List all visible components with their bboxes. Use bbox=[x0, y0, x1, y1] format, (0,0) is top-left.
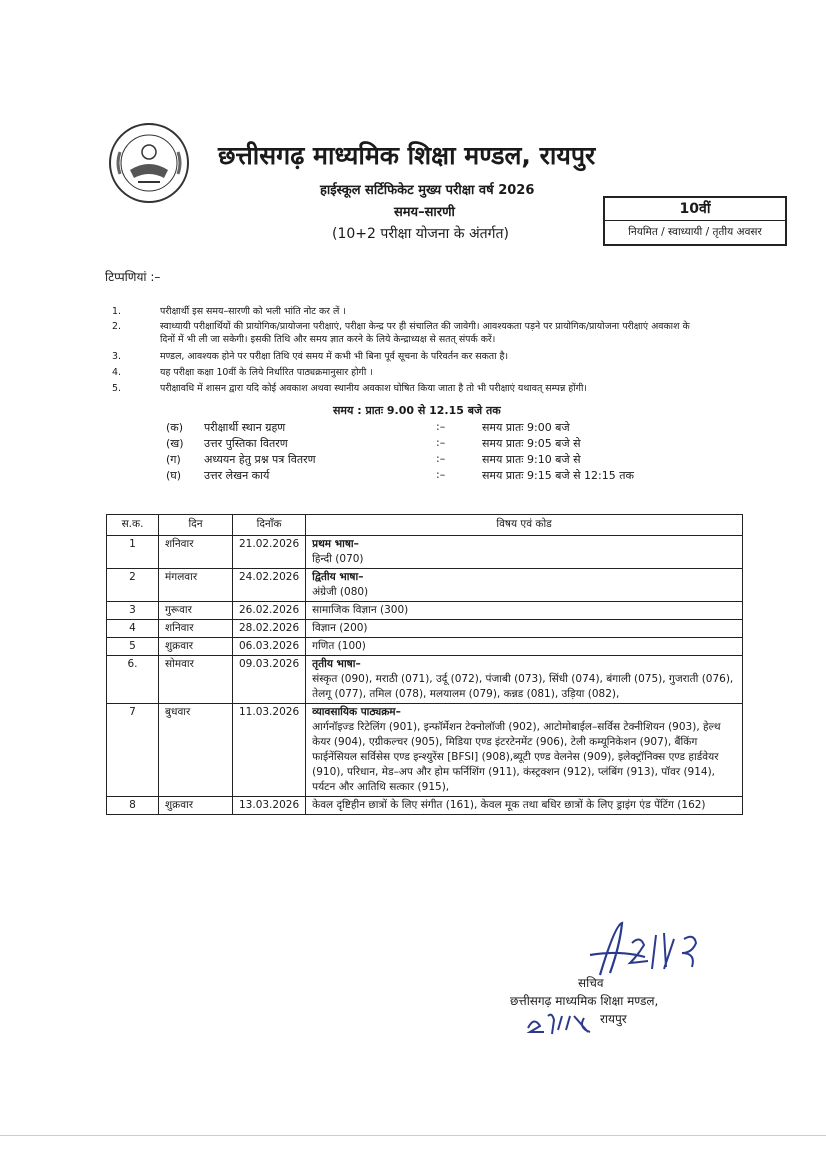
cell-day: शुक्रवार bbox=[159, 638, 233, 656]
timing-time: समय प्रातः 9:10 बजे से bbox=[482, 453, 581, 466]
timing-activity: अध्ययन हेतु प्रश्न पत्र वितरण bbox=[204, 453, 316, 466]
cell-date: 26.02.2026 bbox=[233, 602, 306, 620]
subject-text: सामाजिक विज्ञान (300) bbox=[312, 604, 409, 616]
note-text: स्वाध्यायी परीक्षार्थियों की प्रायोगिक/प्रायोजना परीक्षाएं, परीक्षा केन्द्र पर ही संचालित की जावेगी। आवश्यकता पड़ने पर प्रायोगिक/प्रायोजना परीक्षाएं अवकाश के दिनों में भी ली जा सकेगी। इसकी तिथि और समय ज्ञात करने के लिये केन्द्राध्यक्ष से सतत् संपर्क करें। bbox=[160, 321, 690, 345]
subject-group: प्रथम भाषा– bbox=[312, 538, 359, 550]
subject-text: आर्गनॉइज्ड रिटेलिंग (901), इन्फॉर्मेशन टेक्नोलॉजी (902), आटोमोबाईल–सर्विस टेक्नीशियन (903), हेल्थ केयर (904), एग्रीकल्चर (905), मिडिया एण्ड इंटरटेनमेंट (906), टेली कम्यूनिकेशन (907), बैंकिंग फाईनेंसियल सर्विसेस एण्ड इन्श्युरेंस [BFSI] (908),ब्यूटी एण्ड वेलनेस (909), इलेक्ट्रॉनिक्स एण्ड हार्डवेयर (910), परिधान, मेड–अप और होम फर्निशिंग (911), कंस्ट्रक्शन (912), प्लंबिंग (913), पॉवर (914), पर्यटन और आतिथि सत्कार (915), bbox=[312, 721, 721, 793]
table-row bbox=[107, 656, 743, 704]
subject-text: हिन्दी (070) bbox=[312, 553, 364, 565]
cell-sn: 7 bbox=[107, 704, 159, 797]
table-row bbox=[107, 602, 743, 620]
timing-activity: उत्तर पुस्तिका वितरण bbox=[204, 437, 288, 450]
cell-day: बुधवार bbox=[159, 704, 233, 797]
timing-row bbox=[166, 420, 686, 436]
cell-day: शुक्रवार bbox=[159, 797, 233, 815]
cell-day: शनिवार bbox=[159, 620, 233, 638]
header-date: दिनाँक bbox=[233, 515, 306, 536]
timing-separator: :– bbox=[436, 420, 446, 433]
board-city: रायपुर bbox=[600, 1012, 627, 1026]
schedule-label: समय–सारणी bbox=[394, 205, 455, 220]
table-row bbox=[107, 536, 743, 569]
cell-sn: 1 bbox=[107, 536, 159, 569]
header-day: दिन bbox=[159, 515, 233, 536]
notes-heading: टिप्पणियां :– bbox=[105, 270, 161, 284]
timing-time: समय प्रातः 9:05 बजे से bbox=[482, 437, 581, 450]
timing-activity: उत्तर लेखन कार्य bbox=[204, 469, 270, 482]
class-label: 10वीं bbox=[605, 198, 785, 221]
note-text: मण्डल, आवश्यक होने पर परीक्षा तिथि एवं समय में कभी भी बिना पूर्व सूचना के परिवर्तन कर सकता है। bbox=[160, 351, 509, 362]
note-number: 5. bbox=[112, 383, 121, 394]
table-row bbox=[107, 797, 743, 815]
cell-date: 13.03.2026 bbox=[233, 797, 306, 815]
board-name: छत्तीसगढ़ माध्यमिक शिक्षा मण्डल, bbox=[510, 994, 659, 1008]
cell-date: 24.02.2026 bbox=[233, 569, 306, 602]
subject-group: द्वितीय भाषा– bbox=[312, 571, 364, 583]
subject-text: अंग्रेजी (080) bbox=[312, 586, 369, 598]
table-row bbox=[107, 620, 743, 638]
timing-separator: :– bbox=[436, 436, 446, 449]
secretary-title: सचिव bbox=[578, 976, 604, 990]
header-subject: विषय एवं कोड bbox=[306, 515, 743, 536]
cell-date: 06.03.2026 bbox=[233, 638, 306, 656]
timing-time: समय प्रातः 9:00 बजे bbox=[482, 421, 570, 434]
cell-date: 28.02.2026 bbox=[233, 620, 306, 638]
cell-subject bbox=[306, 602, 743, 620]
subject-group: तृतीय भाषा– bbox=[312, 658, 361, 670]
note-text: परीक्षावधि में शासन द्वारा यदि कोई अवकाश अथवा स्थानीय अवकाश घोषित किया जाता है तो भी परीक्षाएं यथावत् सम्पन्न होंगी। bbox=[160, 383, 587, 394]
note-number: 3. bbox=[112, 351, 121, 362]
timing-heading: समय : प्रातः 9.00 से 12.15 बजे तक bbox=[333, 404, 501, 417]
note-text: परीक्षार्थी इस समय–सारणी को भली भांति नोट कर लें । bbox=[160, 306, 346, 317]
board-title: छत्तीसगढ़ माध्यमिक शिक्षा मण्डल, रायपुर bbox=[218, 141, 596, 170]
timing-row bbox=[166, 436, 686, 452]
board-seal-logo bbox=[108, 122, 190, 204]
timing-key: (ग) bbox=[166, 453, 181, 466]
timing-key: (घ) bbox=[166, 469, 182, 482]
cell-subject bbox=[306, 797, 743, 815]
cell-day: शनिवार bbox=[159, 536, 233, 569]
cell-date: 21.02.2026 bbox=[233, 536, 306, 569]
cell-subject bbox=[306, 569, 743, 602]
timing-row bbox=[166, 452, 686, 468]
cell-subject bbox=[306, 704, 743, 797]
subject-group: व्यावसायिक पाठ्यक्रम– bbox=[312, 706, 401, 718]
note-text: यह परीक्षा कक्षा 10वीं के लिये निर्धारित पाठ्यक्रमानुसार होगी । bbox=[160, 367, 373, 378]
cell-sn: 4 bbox=[107, 620, 159, 638]
timing-key: (क) bbox=[166, 421, 184, 434]
note-number: 2. bbox=[112, 321, 121, 332]
table-header-row bbox=[107, 515, 743, 536]
timing-time: समय प्रातः 9:15 बजे से 12:15 तक bbox=[482, 469, 634, 482]
subject-text: संस्कृत (090), मराठी (071), उर्दू (072), पंजाबी (073), सिंधी (074), बंगाली (075), गुजराती (076), तेलगू (077), तमिल (078), मलयालम (079), कन्नड (081), उड़िया (082), bbox=[312, 673, 734, 700]
cell-sn: 2 bbox=[107, 569, 159, 602]
cell-date: 11.03.2026 bbox=[233, 704, 306, 797]
timing-separator: :– bbox=[436, 452, 446, 465]
subject-text: गणित (100) bbox=[312, 640, 366, 652]
subject-text: केवल दृष्टिहीन छात्रों के लिए संगीत (161), केवल मूक तथा बधिर छात्रों के लिए ड्राइंग एंड पेंटिंग (162) bbox=[312, 799, 706, 811]
table-row bbox=[107, 638, 743, 656]
table-row bbox=[107, 569, 743, 602]
class-box bbox=[603, 196, 787, 246]
note-number: 1. bbox=[112, 306, 121, 317]
table-row bbox=[107, 704, 743, 797]
cell-subject bbox=[306, 536, 743, 569]
handwritten-initials bbox=[524, 1006, 604, 1036]
cell-subject bbox=[306, 638, 743, 656]
cell-day: सोमवार bbox=[159, 656, 233, 704]
timing-key: (ख) bbox=[166, 437, 184, 450]
timing-activity: परीक्षार्थी स्थान ग्रहण bbox=[204, 421, 286, 434]
note-number: 4. bbox=[112, 367, 121, 378]
cell-sn: 6. bbox=[107, 656, 159, 704]
cell-day: गुरूवार bbox=[159, 602, 233, 620]
timing-separator: :– bbox=[436, 468, 446, 481]
cell-subject bbox=[306, 620, 743, 638]
exam-schedule-table bbox=[106, 514, 743, 815]
cell-subject bbox=[306, 656, 743, 704]
header-sn: स.क. bbox=[107, 515, 159, 536]
cell-date: 09.03.2026 bbox=[233, 656, 306, 704]
cell-sn: 3 bbox=[107, 602, 159, 620]
page-edge-divider bbox=[0, 1135, 826, 1136]
mode-label: नियमित / स्वाध्यायी / तृतीय अवसर bbox=[628, 226, 762, 238]
scheme-note: (10+2 परीक्षा योजना के अंतर्गत) bbox=[332, 226, 509, 242]
exam-title: हाईस्कूल सर्टिफिकेट मुख्य परीक्षा वर्ष 2026 bbox=[320, 183, 535, 198]
cell-sn: 5 bbox=[107, 638, 159, 656]
timing-row bbox=[166, 468, 686, 484]
cell-sn: 8 bbox=[107, 797, 159, 815]
cell-day: मंगलवार bbox=[159, 569, 233, 602]
subject-text: विज्ञान (200) bbox=[312, 622, 368, 634]
